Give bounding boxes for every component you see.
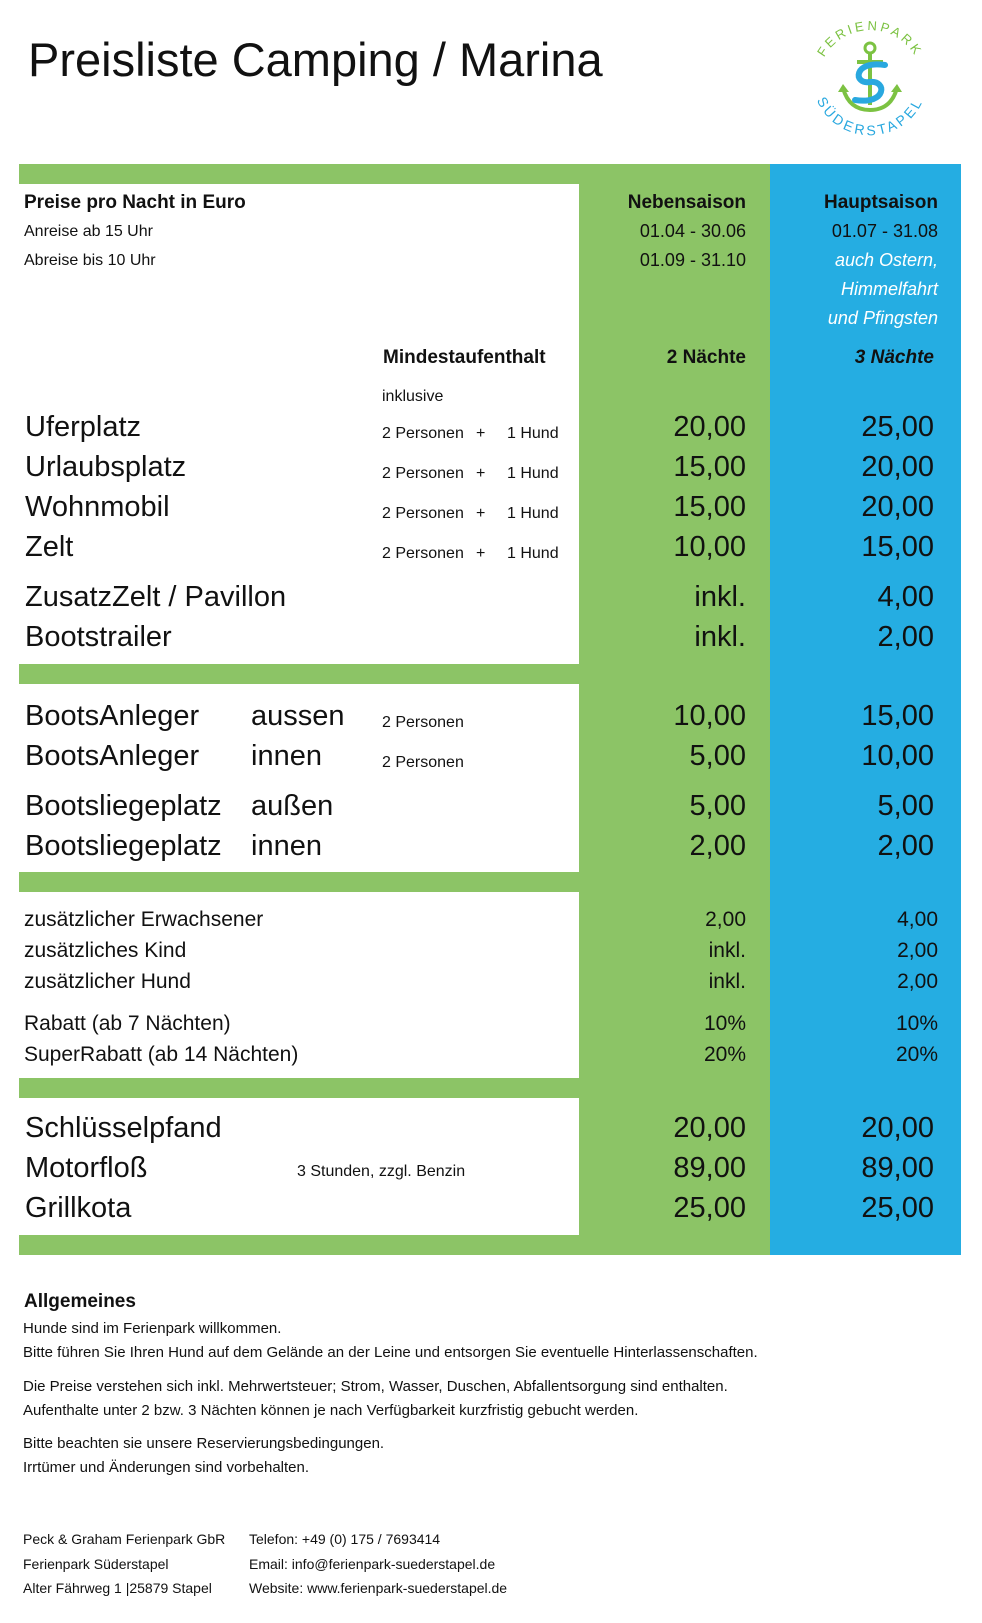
row-dog: 1 Hund <box>507 545 559 562</box>
row-persons: 2 Personen <box>382 754 464 771</box>
footer-phone[interactable]: Telefon: +49 (0) 175 / 7693414 <box>249 1531 441 1547</box>
off-season-range2: 01.09 - 31.10 <box>639 250 746 270</box>
row-price-off: 5,00 <box>689 740 746 772</box>
row-name: Grillkota <box>25 1192 132 1224</box>
general-line: Bitte führen Sie Ihren Hund auf dem Gelände an der Leine und entsorgen Sie eventuelle Hinterlassenschaften. <box>23 1344 758 1361</box>
ferienpark-logo <box>805 10 935 145</box>
row-price-off: 10,00 <box>673 531 746 563</box>
general-line: Die Preise verstehen sich inkl. Mehrwertsteuer; Strom, Wasser, Duschen, Abfallentsorgung sind enthalten. <box>23 1378 728 1395</box>
row-price-off: 15,00 <box>673 451 746 483</box>
main-season-note3: und Pfingsten <box>827 308 938 328</box>
row-price-main: 2,00 <box>877 830 934 862</box>
main-season-note2: Himmelfahrt <box>840 279 938 299</box>
row-price-main: 25,00 <box>861 1192 934 1224</box>
row-persons: 2 Personen <box>382 505 464 522</box>
row-name: BootsAnleger <box>25 740 200 772</box>
row-price-off: 5,00 <box>689 790 746 822</box>
row-persons: 2 Personen <box>382 545 464 562</box>
footer-park: Ferienpark Süderstapel <box>23 1556 169 1572</box>
row-price-main: 15,00 <box>861 700 934 732</box>
row-price-main: 20% <box>895 1043 938 1066</box>
row-price-main: 15,00 <box>861 531 934 563</box>
row-name: Rabatt (ab 7 Nächten) <box>24 1012 231 1035</box>
row-name: Bootstrailer <box>25 621 172 653</box>
general-line: Hunde sind im Ferienpark willkommen. <box>23 1320 282 1337</box>
row-plus: + <box>476 505 486 522</box>
row-name: zusätzlicher Hund <box>24 970 191 993</box>
row-price-off: inkl. <box>694 581 746 613</box>
footer-email[interactable]: Email: info@ferienpark-suederstapel.de <box>249 1556 496 1572</box>
row-price-main: 89,00 <box>861 1152 934 1184</box>
min-stay-label: Mindestaufenthalt <box>383 347 546 368</box>
main-season-note1: auch Ostern, <box>834 250 938 270</box>
off-season-title: Nebensaison <box>627 192 746 213</box>
row-price-main: 20,00 <box>861 1112 934 1144</box>
row-name: Motorfloß <box>25 1152 148 1184</box>
footer-address: Alter Fährweg 1 |25879 Stapel <box>23 1580 212 1596</box>
footer-company: Peck & Graham Ferienpark GbR <box>23 1531 226 1547</box>
logo-top-text: FERIENPARK <box>813 17 927 60</box>
row-plus: + <box>476 425 486 442</box>
row-note: 3 Stunden, zzgl. Benzin <box>297 1163 466 1180</box>
row-name: Schlüsselpfand <box>25 1112 222 1144</box>
row-price-off: 20,00 <box>673 1112 746 1144</box>
row-price-main: 4,00 <box>897 908 938 931</box>
row-price-off: inkl. <box>694 621 746 653</box>
row-name: SuperRabatt (ab 14 Nächten) <box>24 1043 299 1066</box>
row-persons: 2 Personen <box>382 465 464 482</box>
main-season-range1: 01.07 - 31.08 <box>831 221 938 241</box>
row-type: außen <box>251 790 334 822</box>
price-label: Preise pro Nacht in Euro <box>24 192 246 213</box>
general-line: Bitte beachten sie unsere Reservierungsbedingungen. <box>23 1435 385 1452</box>
row-type: innen <box>251 740 322 772</box>
footer-website[interactable]: Website: www.ferienpark-suederstapel.de <box>249 1580 508 1596</box>
off-season-range1: 01.04 - 30.06 <box>639 221 746 241</box>
row-price-off: 20,00 <box>673 411 746 443</box>
row-dog: 1 Hund <box>507 425 559 442</box>
row-price-off: inkl. <box>708 970 746 993</box>
row-name: BootsAnleger <box>25 700 200 732</box>
row-name: ZusatzZelt / Pavillon <box>25 581 287 613</box>
row-type: aussen <box>251 700 345 732</box>
row-price-main: 4,00 <box>877 581 934 613</box>
row-price-off: 15,00 <box>673 491 746 523</box>
row-name: Bootsliegeplatz <box>25 830 222 862</box>
row-dog: 1 Hund <box>507 505 559 522</box>
row-price-off: 89,00 <box>673 1152 746 1184</box>
row-persons: 2 Personen <box>382 714 464 731</box>
row-price-main: 25,00 <box>861 411 934 443</box>
page-title: Preisliste Camping / Marina <box>28 33 603 86</box>
row-price-off: 20% <box>703 1043 746 1066</box>
row-price-main: 5,00 <box>877 790 934 822</box>
row-type: innen <box>251 830 322 862</box>
row-name: zusätzliches Kind <box>24 939 187 962</box>
general-heading: Allgemeines <box>24 1291 136 1312</box>
row-price-off: 25,00 <box>673 1192 746 1224</box>
row-price-main: 2,00 <box>897 970 938 993</box>
row-price-main: 20,00 <box>861 451 934 483</box>
row-price-main: 2,00 <box>877 621 934 653</box>
row-price-off: 10,00 <box>673 700 746 732</box>
row-name: Wohnmobil <box>25 491 170 523</box>
logo-bottom-text: SÜDERSTAPEL <box>813 94 927 139</box>
min-stay-main: 3 Nächte <box>854 347 934 368</box>
row-price-off: 2,00 <box>705 908 746 931</box>
row-name: zusätzlicher Erwachsener <box>24 908 264 931</box>
inclusive-label: inklusive <box>382 388 444 405</box>
main-season-title: Hauptsaison <box>823 192 938 213</box>
row-price-main: 2,00 <box>897 939 938 962</box>
anchor-icon <box>838 43 902 110</box>
row-dog: 1 Hund <box>507 465 559 482</box>
row-persons: 2 Personen <box>382 425 464 442</box>
row-name: Bootsliegeplatz <box>25 790 222 822</box>
row-price-off: inkl. <box>708 939 746 962</box>
arrival-info: Anreise ab 15 Uhr <box>24 223 153 240</box>
general-line: Aufenthalte unter 2 bzw. 3 Nächten können je nach Verfügbarkeit kurzfristig gebucht werden. <box>23 1402 639 1419</box>
general-line: Irrtümer und Änderungen sind vorbehalten. <box>23 1459 310 1476</box>
row-price-main: 10% <box>895 1012 938 1035</box>
row-plus: + <box>476 545 486 562</box>
row-price-main: 10,00 <box>861 740 934 772</box>
row-name: Zelt <box>25 531 74 563</box>
row-price-main: 20,00 <box>861 491 934 523</box>
row-price-off: 2,00 <box>689 830 746 862</box>
row-name: Urlaubsplatz <box>25 451 187 483</box>
min-stay-off: 2 Nächte <box>666 347 746 368</box>
row-price-off: 10% <box>703 1012 746 1035</box>
row-plus: + <box>476 465 486 482</box>
departure-info: Abreise bis 10 Uhr <box>24 252 156 269</box>
row-name: Uferplatz <box>25 411 142 443</box>
